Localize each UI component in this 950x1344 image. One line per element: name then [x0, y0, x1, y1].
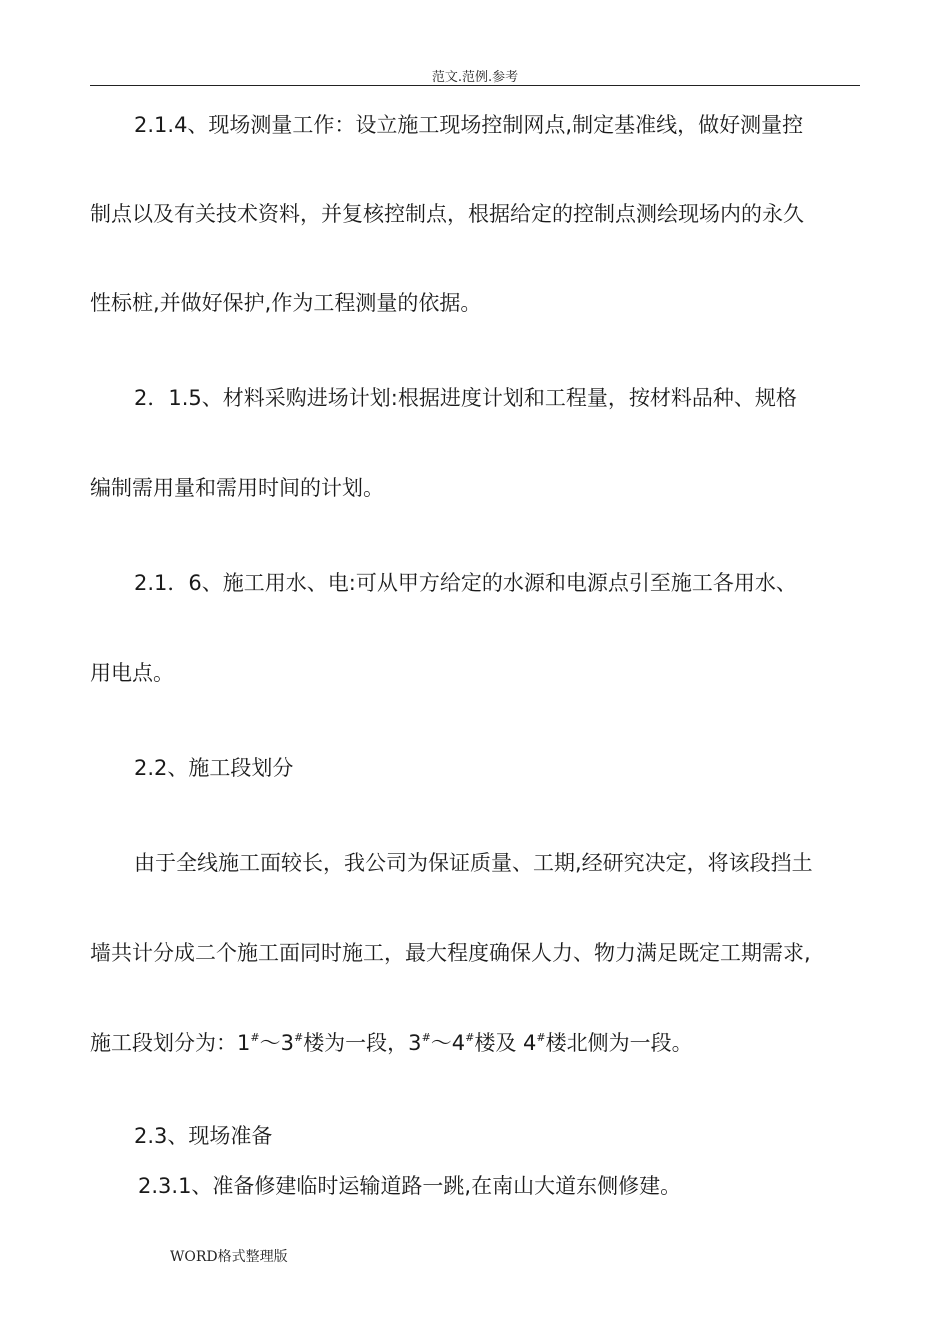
paragraph-2-2-line-2: 墙共计分成二个施工面同时施工，最大程度确保人力、物力满足既定工期需求, — [90, 941, 811, 965]
header-text: 范文.范例.参考 — [431, 70, 519, 85]
paragraph-2-1-4-line-2: 制点以及有关技术资料，并复核控制点，根据给定的控制点测绘现场内的永久 — [90, 202, 804, 226]
line-3-mid-3: ～4 — [430, 1031, 466, 1055]
paragraph-2-1-6-line-1: 2.1．6、施工用水、电:可从甲方给定的水源和电源点引至施工各用水、 — [134, 571, 797, 595]
sup-mark: # — [250, 1031, 260, 1044]
line-3-mid-2: 楼为一段，3 — [303, 1031, 422, 1055]
page-footer: WORD格式整理版 — [170, 1249, 288, 1265]
paragraph-2-3-1: 2.3.1、准备修建临时运输道路一跳,在南山大道东侧修建。 — [138, 1174, 682, 1198]
heading-2-3: 2.3、现场准备 — [134, 1124, 273, 1148]
header-rule — [90, 85, 860, 86]
sup-mark: # — [293, 1031, 304, 1044]
paragraph-2-1-5-line-1: 2．1.5、材料采购进场计划:根据进度计划和工程量，按材料品种、规格 — [134, 386, 797, 410]
paragraph-2-1-5-line-2: 编制需用量和需用时间的计划。 — [90, 476, 384, 500]
sup-mark: # — [536, 1031, 546, 1044]
line-3-prefix: 施工段划分为：1 — [90, 1031, 251, 1055]
sup-mark: # — [465, 1031, 475, 1044]
paragraph-2-1-6-line-2: 用电点。 — [90, 661, 174, 685]
paragraph-2-1-4-line-3: 性标桩,并做好保护,作为工程测量的依据。 — [90, 291, 482, 315]
paragraph-2-2-line-1: 由于全线施工面较长，我公司为保证质量、工期,经研究决定，将该段挡土 — [134, 851, 813, 875]
line-3-suffix: 楼北侧为一段。 — [545, 1031, 693, 1055]
heading-2-2: 2.2、施工段划分 — [134, 756, 294, 780]
line-3-mid-4: 楼及 4 — [474, 1031, 537, 1055]
paragraph-2-1-4-line-1: 2.1.4、现场测量工作：设立施工现场控制网点,制定基准线，做好测量控 — [134, 113, 804, 137]
sup-mark: # — [421, 1031, 431, 1044]
line-3-mid-1: ～3 — [259, 1031, 294, 1055]
paragraph-2-2-line-3 — [90, 1028, 865, 1058]
